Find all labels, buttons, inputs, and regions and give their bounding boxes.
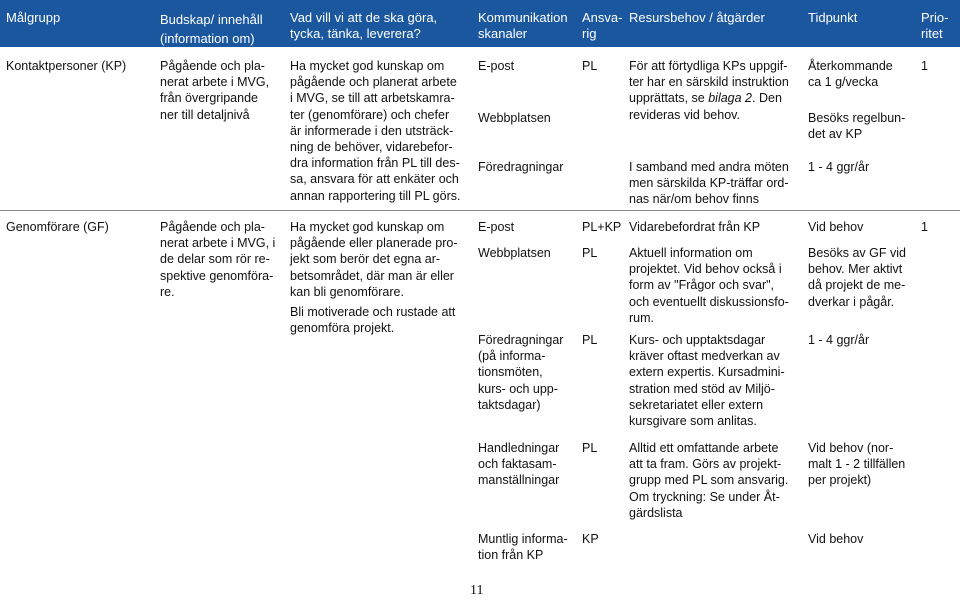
row1-resource-tail: . Den revideras vid behov. [629,91,782,122]
header-resources: Resursbehov / åtgärder [629,10,765,25]
row1-channel-website: Webbplatsen [478,111,551,125]
row2-target-group: Genomförare (GF) [6,220,109,234]
row1-responsible: PL [582,59,598,73]
row2-time-presentations: 1 - 4 ggr/år [808,333,870,347]
header-priority: Prio- ritet [921,10,949,41]
row2-channel-handbooks: Handledningar och faktasam- manställningar [478,441,560,488]
row2-responsible-handbooks: PL [582,441,598,455]
row2-resource-email: Vidarebefordrat från KP [629,220,761,234]
row2-channel-oral: Muntlig informa- tion från KP [478,532,568,563]
row2-channel-email: E-post [478,220,515,234]
row1-resource-text: För att förtydliga KPs uppgif- ter har en särskild instruktion upprättats, se [629,59,789,106]
row1-resource-instruction [629,58,789,123]
row1-resource-attachment-link: bilaga 2 [708,91,753,106]
row1-time-recurring: Återkommande ca 1 g/vecka [808,59,893,90]
header-message: Budskap/ innehåll (information om) [160,12,263,46]
row2-responsible-oral: KP [582,532,599,546]
row2-time-handbooks: Vid behov (nor- malt 1 - 2 tillfällen per projekt) [808,441,906,488]
header-time: Tidpunkt [808,10,858,25]
row2-responsible-website: PL [582,246,598,260]
header-target-group: Målgrupp [6,10,61,25]
row1-channel-email: E-post [478,59,515,73]
row2-responsible-presentations: PL [582,333,598,347]
row2-goal-motivation: Bli motiverade och rustade att genomföra projekt. [290,305,456,336]
row2-resource-presentations: Kurs- och upptaktsdagar kräver oftast medverkan av extern expertis. Kursadmini- stration med stöd av Miljö- sekretariatet eller extern kursgivare som anlitas. [629,333,785,429]
header-responsible: Ansva- rig [582,10,623,41]
row2-time-email: Vid behov [808,220,864,234]
row2-resource-website: Aktuell information om projektet. Vid behov också i form av "Frågor och svar", och eventuellt diskussionsfo- rum. [629,246,789,325]
header-channels: Kommunikation skanaler [478,10,568,41]
row1-message: Pågående och pla- nerat arbete i MVG, från övergripande ner till detaljnivå [160,59,270,122]
row1-resource-meetings: I samband med andra möten men särskilda KP-träffar ord- nas när/om behov finns [629,160,789,207]
row1-priority: 1 [921,59,928,73]
row2-goal-knowledge: Ha mycket god kunskap om pågående eller planerade pro- jekt som berör det egna ar- betsområdet, där man är eller kan bli genomförare. [290,220,458,299]
row1-time-frequency: 1 - 4 ggr/år [808,160,870,174]
row1-goal: Ha mycket god kunskap om pågående och planerat arbete i MVG, se till att arbetskamra- ter (genomförare) och chefer är informerade i den utsträck- ning de behöver, vidarebefor- dra information från PL till des- sa, ansvara för att enkäter och annan rapportering till PL görs. [290,59,461,203]
row2-channel-website: Webbplatsen [478,246,551,260]
row1-time-visits: Besöks regelbun- det av KP [808,111,906,142]
row2-resource-handbooks: Alltid ett omfattande arbete att ta fram. Görs av projekt- grupp med PL som ansvarig. Om tryckning: Se under Åt- gärdslista [629,441,789,520]
row1-channel-presentations: Föredragningar [478,160,564,174]
row2-channel-presentations: Föredragningar (på informa- tionsmöten, kurs- och upp- taktsdagar) [478,333,564,412]
row2-message: Pågående och pla- nerat arbete i MVG, i de delar som rör re- spektive genomföra- re. [160,220,276,299]
row-divider [0,210,960,211]
row2-responsible-email: PL+KP [582,220,622,234]
row2-time-oral: Vid behov [808,532,864,546]
header-goal: Vad vill vi att de ska göra, tycka, tänka, leverera? [290,10,438,41]
row1-target-group: Kontaktpersoner (KP) [6,59,127,73]
row2-priority: 1 [921,220,928,234]
row2-time-website: Besöks av GF vid behov. Mer aktivt då projekt de me- dverkar i pågår. [808,246,906,309]
page-number: 11 [470,583,484,598]
